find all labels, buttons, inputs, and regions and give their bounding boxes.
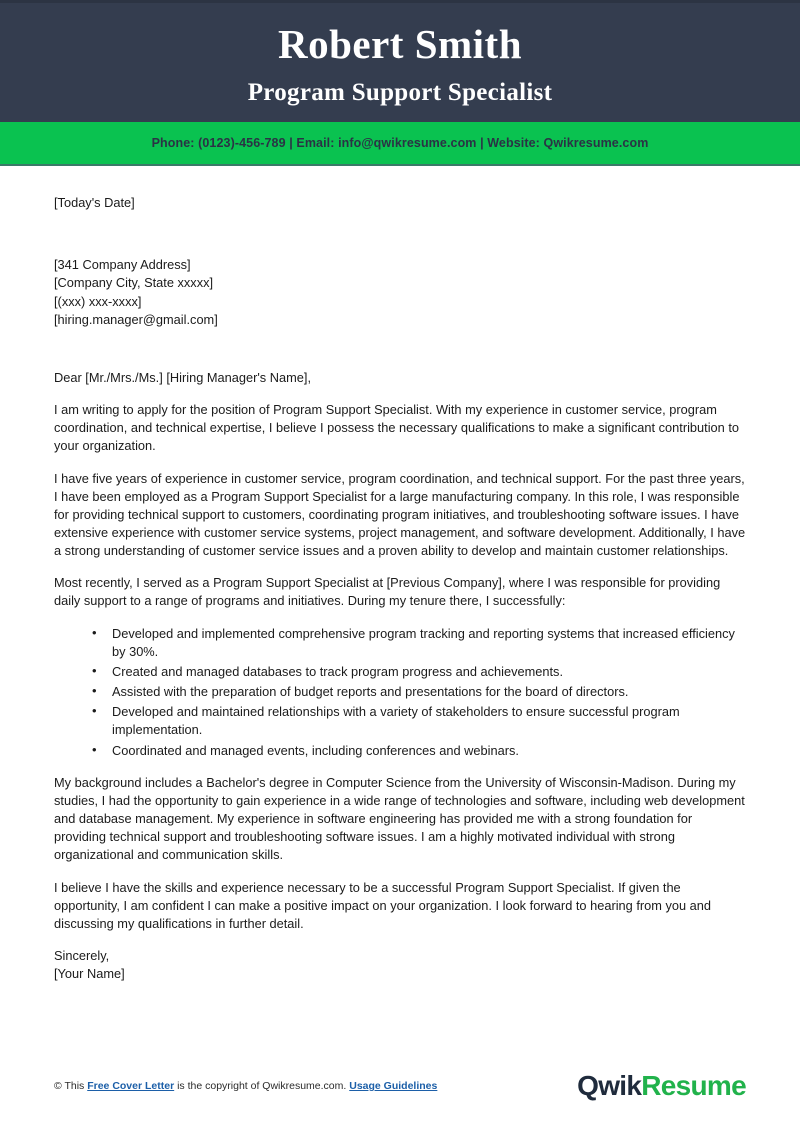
paragraph-education: My background includes a Bachelor's degree in Computer Science from the University of Wisconsin-Madison. During my studies, I had the opportunity to gain experience in a wide range of technologies and software, including web development and database management. My experience in software engineering has provided me with a strong foundation for providing technical support and troubleshooting software issues. I am a highly motivated individual with strong organizational and communication skills. bbox=[54, 774, 745, 863]
recipient-phone-line: [(xxx) xxx-xxxx] bbox=[54, 293, 142, 309]
paragraph-experience: I have five years of experience in customer service, program coordination, and technical support. For the past three years, I have been employed as a Program Support Specialist for a large manufacturing company. In this role, I was responsible for providing technical support to customers, coordinating program initiatives, and troubleshooting software issues. I have extensive experience with customer service systems, project management, and software development. Additionally, I have a strong understanding of customer service issues and a proven ability to develop and maintain customer relationships. bbox=[54, 470, 746, 559]
closing-salutation: Sincerely, bbox=[54, 947, 110, 963]
list-item: • Developed and implemented comprehensive program tracking and reporting systems that increased efficiency by 30%. bbox=[112, 625, 746, 661]
paragraph-recent-role: Most recently, I served as a Program Support Specialist at [Previous Company], where I was responsible for providing daily support to a range of programs and initiatives. During my tenure there, I successfully: bbox=[54, 575, 721, 609]
salutation: Dear [Mr./Mrs./Ms.] [Hiring Manager's Name], bbox=[54, 369, 312, 385]
signature-name: [Your Name] bbox=[54, 966, 125, 982]
paragraph-closing-statement: I believe I have the skills and experience necessary to be a successful Program Support Specialist. If given the opportunity, I am confident I can make a positive impact on your organization. I look forward to hearing from you and discussing my qualifications in further detail. bbox=[54, 879, 712, 931]
list-item: • Assisted with the preparation of budget reports and presentations for the board of directors. bbox=[112, 683, 746, 701]
qwikresume-logo[interactable] bbox=[577, 1070, 746, 1102]
applicant-name: Robert Smith bbox=[277, 21, 522, 67]
date-line: [Today's Date] bbox=[54, 195, 135, 211]
list-item: • Coordinated and managed events, including conferences and webinars. bbox=[112, 742, 746, 760]
footer-copyright-middle: is the copyright of Qwikresume.com. bbox=[174, 1080, 350, 1092]
letter-body bbox=[0, 166, 800, 983]
free-cover-letter-link[interactable]: Free Cover Letter bbox=[87, 1080, 175, 1092]
page-footer bbox=[0, 1070, 800, 1102]
header-banner bbox=[0, 0, 800, 122]
list-item: • Developed and maintained relationships with a variety of stakeholders to ensure successful program implementation. bbox=[112, 703, 746, 739]
contact-banner bbox=[0, 122, 800, 166]
recipient-address-line: [341 Company Address] bbox=[54, 257, 191, 273]
recipient-city-line: [Company City, State xxxxx] bbox=[54, 275, 214, 291]
footer-copyright-prefix: © This bbox=[54, 1080, 88, 1092]
achievements-list bbox=[54, 625, 746, 760]
logo-text-qwik: Qwik bbox=[577, 1070, 642, 1101]
contact-line: Phone: (0123)-456-789 | Email: info@qwikresume.com | Website: Qwikresume.com bbox=[151, 136, 649, 151]
footer-copyright bbox=[54, 1080, 437, 1092]
usage-guidelines-link[interactable]: Usage Guidelines bbox=[349, 1080, 438, 1092]
applicant-job-title: Program Support Specialist bbox=[247, 79, 553, 107]
recipient-email-line: [hiring.manager@gmail.com] bbox=[54, 311, 218, 327]
logo-text-resume: Resume bbox=[641, 1070, 746, 1101]
list-item: • Created and managed databases to track program progress and achievements. bbox=[112, 663, 746, 681]
closing-block bbox=[54, 947, 746, 983]
recipient-block bbox=[54, 256, 746, 329]
paragraph-intro: I am writing to apply for the position of Program Support Specialist. With my experience in customer service, program coordination, and technical expertise, I believe I possess the necessary qualifications to make a significant contribution to your organization. bbox=[54, 402, 740, 454]
